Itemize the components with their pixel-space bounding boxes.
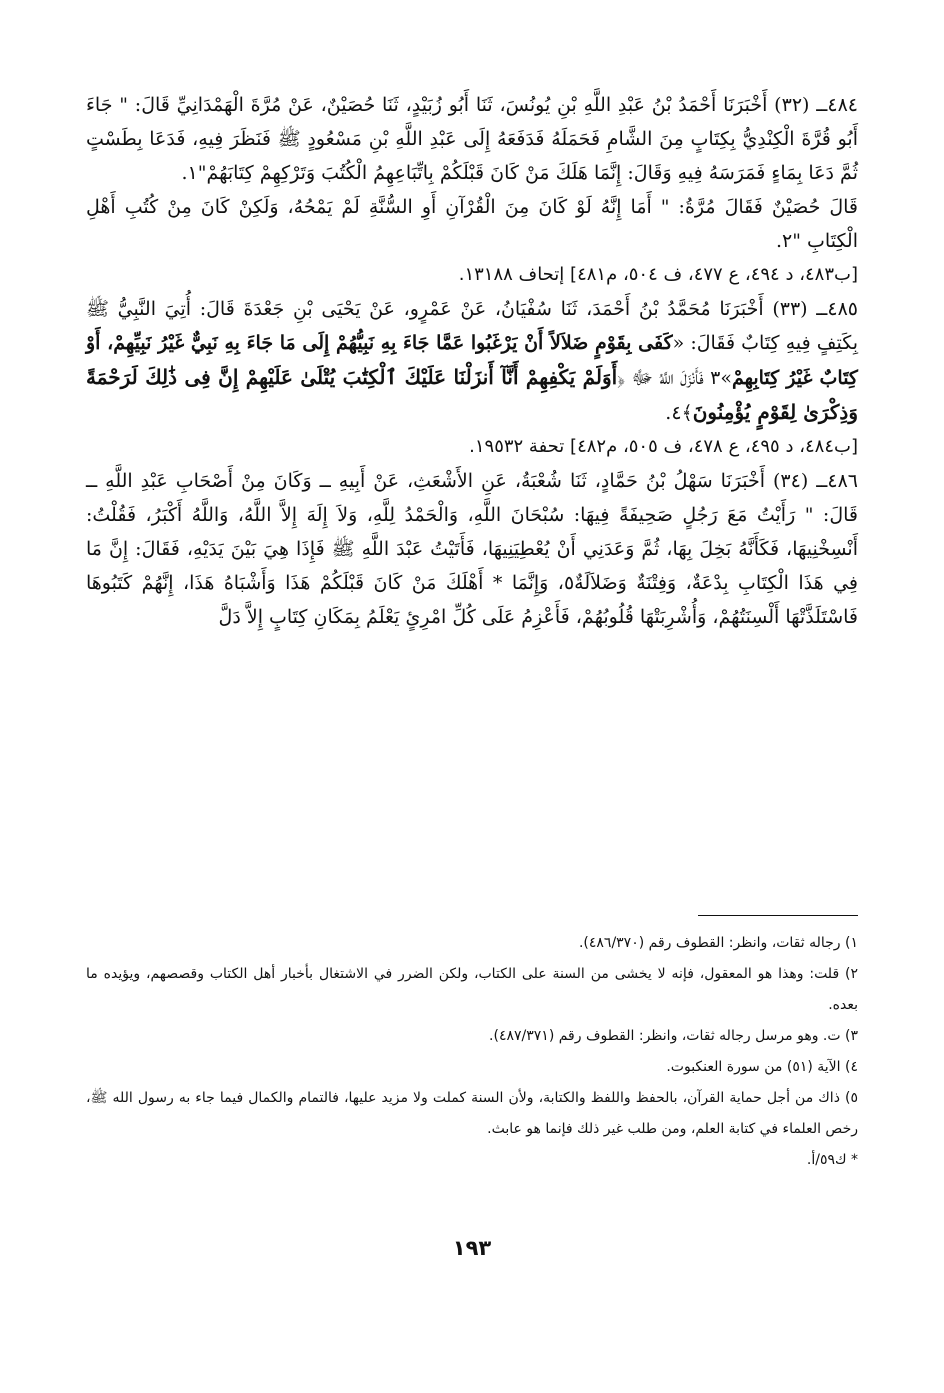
hadith-484: ٤٨٤ــ (٣٢) أَخْبَرَنَا أَحْمَدُ بْنُ عَبْدِ اللَّهِ بْنِ يُونُسَ، ثَنَا أَبُو زُبَيْدٍ، ثَنَا حُصَيْنٌ، عَنْ مُرَّةَ الْهَمْدَانِيِّ قَالَ: " جَاءَ أَبُو قُرَّةَ الْكِنْدِيُّ بِكِتَابٍ مِنَ الشَّامِ فَحَمَلَهُ فَدَفَعَهُ إِلَى عَبْدِ اللَّهِ بْنِ مَسْعُودٍ ﷺ فَنَظَرَ فِيهِ، فَدَعَا بِطَسْتٍ ثُمَّ دَعَا بِمَاءٍ فَمَرَسَهُ فِيهِ وَقَالَ: إِنَّمَا هَلَكَ مَنْ كَانَ قَبْلَكُمْ بِاتِّبَاعِهِمُ الْكُتُبَ وَتَرْكِهِمْ كِتَابَهُمْ"١.: [86, 94, 858, 184]
footnote-separator: [698, 915, 858, 916]
hadith-486: ٤٨٦ــ (٣٤) أَخْبَرَنَا سَهْلُ بْنُ حَمَّادٍ، ثَنَا شُعْبَةُ، عَنِ الأَشْعَثِ، عَنْ أَبِيهِ ــ وَكَانَ مِنْ أَصْحَابِ عَبْدِ اللَّهِ ــ قَالَ: " رَأَيْتُ مَعَ رَجُلٍ صَحِيفَةً فِيهَا: سُبْحَانَ اللَّهِ، وَالْحَمْدُ لِلَّهِ، وَلاَ إِلَهَ إِلاَّ اللَّهُ، وَاللَّهُ أَكْبَرُ، فَقُلْتُ: أَنْسِخْنِيهَا، فَكَأَنَّهُ بَخِلَ بِهَا، ثُمَّ وَعَدَنِي أَنْ يُعْطِيَنِيهَا، فَأَتَيْتُ عَبْدَ اللَّهِ ﷺ فَإِذَا هِيَ بَيْنَ يَدَيْهِ، فَقَالَ: إِنَّ مَا فِي هَذَا الْكِتَابِ بِدْعَةٌ، وَفِتْنَةٌ وَضَلاَلَةٌ٥، وَإِنَّمَا * أَهْلَكَ مَنْ كَانَ قَبْلَكُمْ هَذَا وَأَشْبَاهُ هَذَا، إِنَّهُمْ كَتَبُوهَا فَاسْتَلَذَّتْهَا أَلْسِنَتُهُمْ، وَأُشْرِبَتْهَا قُلُوبُهُمْ، فَأَعْزِمُ عَلَى كُلِّ امْرِئٍ يَعْلَمُ بِمَكَانِ كِتَابٍ إِلاَّ دَلَّ: [86, 470, 858, 628]
hadith-485-transition: »٣ فَأَنْزَلَ اللَّهُ ﷻ ﴿: [617, 367, 732, 389]
hadith-484-comment: قَالَ حُصَيْنٌ فَقَالَ مُرَّةُ: " أَمَا إِنَّهُ لَوْ كَانَ مِنَ الْقُرْآنِ أَوِ السُّنَّةِ لَمْ يَمْحُهُ، وَلَكِنْ كَانَ مِنْ كُتُبِ أَهْلِ الْكِتَابِ "٢.: [86, 196, 859, 252]
hadith-485-isnad: ٤٨٥ــ (٣٣) أَخْبَرَنَا مُحَمَّدُ بْنُ أَحْمَدَ، ثَنَا سُفْيَانُ، عَنْ عَمْرٍو، عَنْ يَحْيَى بْنِ جَعْدَةَ قَالَ: أُتِيَ النَّبِيُّ ﷺ بِكَتِفٍ فِيهِ كِتَابٌ فَقَالَ: «: [86, 298, 858, 354]
reference-line-484: [ب٤٨٣، د ٤٩٤، ع ٤٧٧، ف ٥٠٤، م٤٨١] إتحاف ١٣١٨٨.: [458, 264, 858, 285]
hadith-485: [86, 292, 858, 430]
manuscript-marker-note: * ك٥٩/أ.: [806, 1152, 858, 1168]
hadith-485-matn: كَفَى بِقَوْمٍ ضَلاَلاً أَنْ يَرْغَبُوا عَمَّا جَاءَ بِهِ نَبِيُّهُمْ إِلَى مَا جَاءَ بِهِ نَبِيٌّ غَيْرُ نَبِيِّهِمْ، أَوْ كِتَابٌ غَيْرُ كِتَابِهِمْ: [86, 332, 858, 389]
quran-verse: أَوَلَمْ يَكْفِهِمْ أَنَّآ أَنزَلْنَا عَلَيْكَ ٱلْكِتَٰبَ يُتْلَىٰ عَلَيْهِمْ إِنَّ فِى ذَٰلِكَ لَرَحْمَةً وَذِكْرَىٰ لِقَوْمٍ يُؤْمِنُونَ: [86, 365, 858, 424]
reference-line-485: [ب٤٨٤، د ٤٩٥، ع ٤٧٨، ف ٥٠٥، م٤٨٢] تحفة ١٩٥٣٢.: [469, 436, 858, 457]
hadith-485-end: ﴾٤.: [665, 402, 693, 424]
footnote-1: ١) رجاله ثقات، وانظر: القطوف رقم (٤٨٦/٣٧٠).: [578, 935, 858, 951]
footnote-4: ٤) الآية (٥١) من سورة العنكبوت.: [666, 1059, 858, 1075]
footnotes: [86, 928, 858, 1176]
footnote-2: ٢) قلت: وهذا هو المعقول، فإنه لا يخشى من السنة على الكتاب، ولكن الضرر في الاشتغال بأخبار أهل الكتاب وقصصهم، ويؤيده ما بعده.: [86, 966, 858, 1013]
footnote-5: ٥) ذاك من أجل حماية القرآن، بالحفظ واللفظ والكتابة، ولأن السنة كملت ولا مزيد عليها، فالتمام والكمال فيما جاء به رسول الله ﷺ، رخص العلماء في كتابة العلم، ومن طلب غير ذلك فإنما هو عابث.: [86, 1090, 858, 1137]
page-number: ١٩٣: [452, 1236, 492, 1260]
footnote-3: ٣) ت. وهو مرسل رجاله ثقات، وانظر: القطوف رقم (٤٨٧/٣٧١).: [489, 1028, 858, 1044]
main-text: [86, 88, 858, 634]
